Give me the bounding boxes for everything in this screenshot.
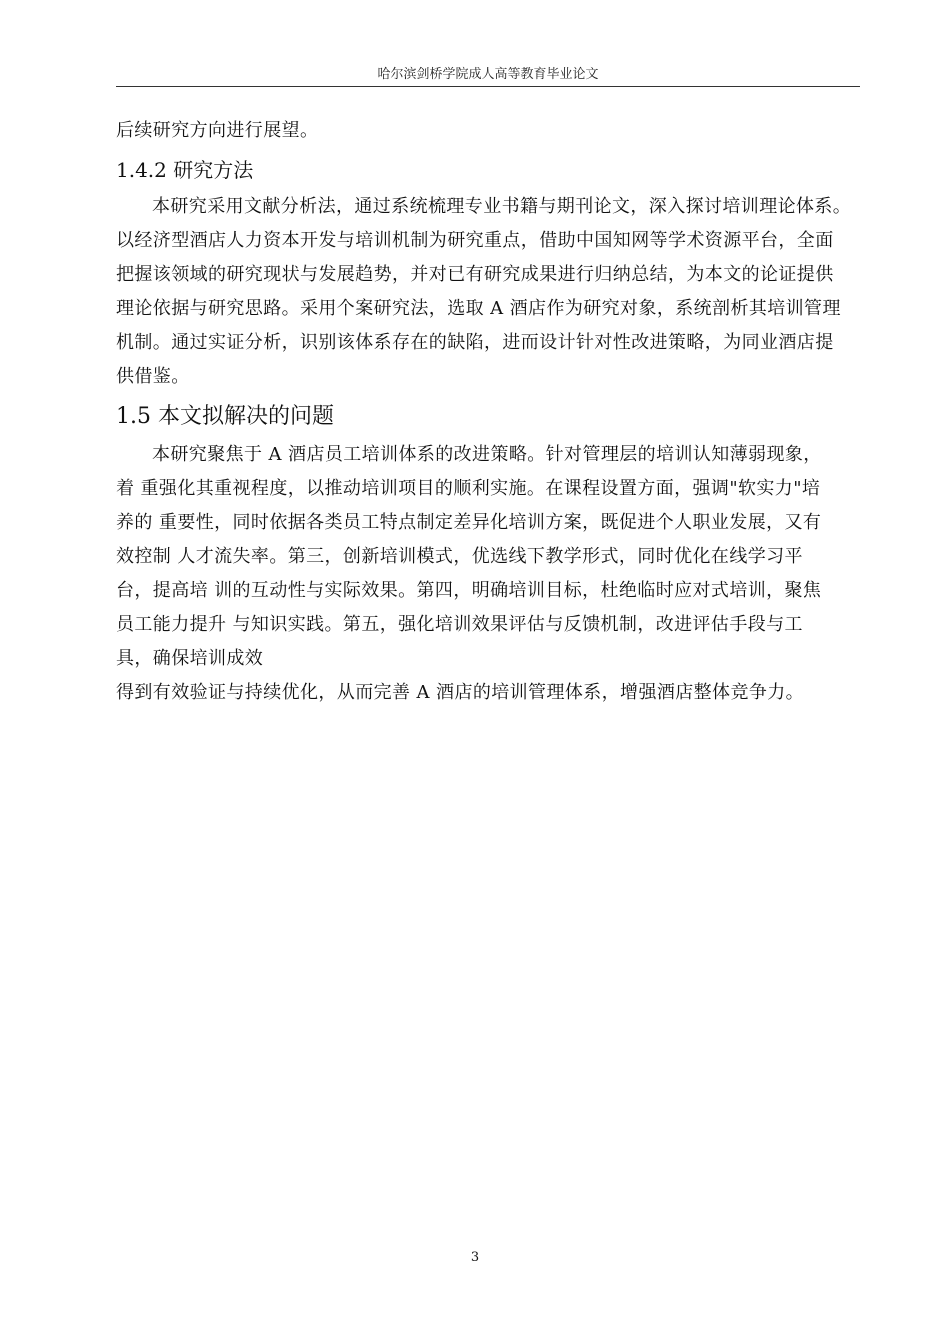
paragraph-line: 理论依据与研究思路。采用个案研究法，选取 A 酒店作为研究对象，系统剖析其培训管理 (116, 298, 841, 319)
paragraph-line: 员工能力提升 与知识实践。第五，强化培训效果评估与反馈机制，改进评估手段与工 (116, 614, 803, 635)
paragraph-line: 台，提高培 训的互动性与实际效果。第四，明确培训目标，杜绝临时应对式培训，聚焦 (116, 580, 822, 601)
header-divider (116, 86, 860, 87)
paragraph-line: 供借鉴。 (116, 366, 190, 387)
paragraph-line: 具，确保培训成效 (116, 648, 264, 669)
paragraph-line: 得到有效验证与持续优化，从而完善 A 酒店的培训管理体系，增强酒店整体竞争力。 (116, 682, 805, 703)
paragraph-line: 以经济型酒店人力资本开发与培训机制为研究重点，借助中国知网等学术资源平台，全面 (116, 230, 834, 251)
paragraph-line: 把握该领域的研究现状与发展趋势，并对已有研究成果进行归纳总结，为本文的论证提供 (116, 264, 834, 285)
section-heading-1-4-2: 1.4.2 研究方法 (116, 158, 254, 182)
paragraph-line: 本研究采用文献分析法，通过系统梳理专业书籍与期刊论文，深入探讨培训理论体系。 (152, 196, 852, 217)
intro-line: 后续研究方向进行展望。 (116, 120, 319, 141)
section-heading-1-5: 1.5 本文拟解决的问题 (116, 404, 334, 429)
page-number: 3 (470, 1250, 480, 1265)
paragraph-line: 效控制 人才流失率。第三，创新培训模式，优选线下教学形式，同时优化在线学习平 (116, 546, 803, 567)
paragraph-line: 着 重强化其重视程度，以推动培训项目的顺利实施。在课程设置方面，强调"软实力"培 (116, 478, 821, 499)
paragraph-line: 养的 重要性，同时依据各类员工特点制定差异化培训方案，既促进个人职业发展，又有 (116, 512, 822, 533)
paragraph-line: 本研究聚焦于 A 酒店员工培训体系的改进策略。针对管理层的培训认知薄弱现象， (152, 444, 822, 465)
paragraph-research-methods (116, 190, 866, 394)
paragraph-problems (116, 438, 866, 710)
paragraph-line: 机制。通过实证分析，识别该体系存在的缺陷，进而设计针对性改进策略，为同业酒店提 (116, 332, 834, 353)
page-body (116, 114, 866, 710)
running-header: 哈尔滨剑桥学院成人高等教育毕业论文 (377, 67, 599, 82)
